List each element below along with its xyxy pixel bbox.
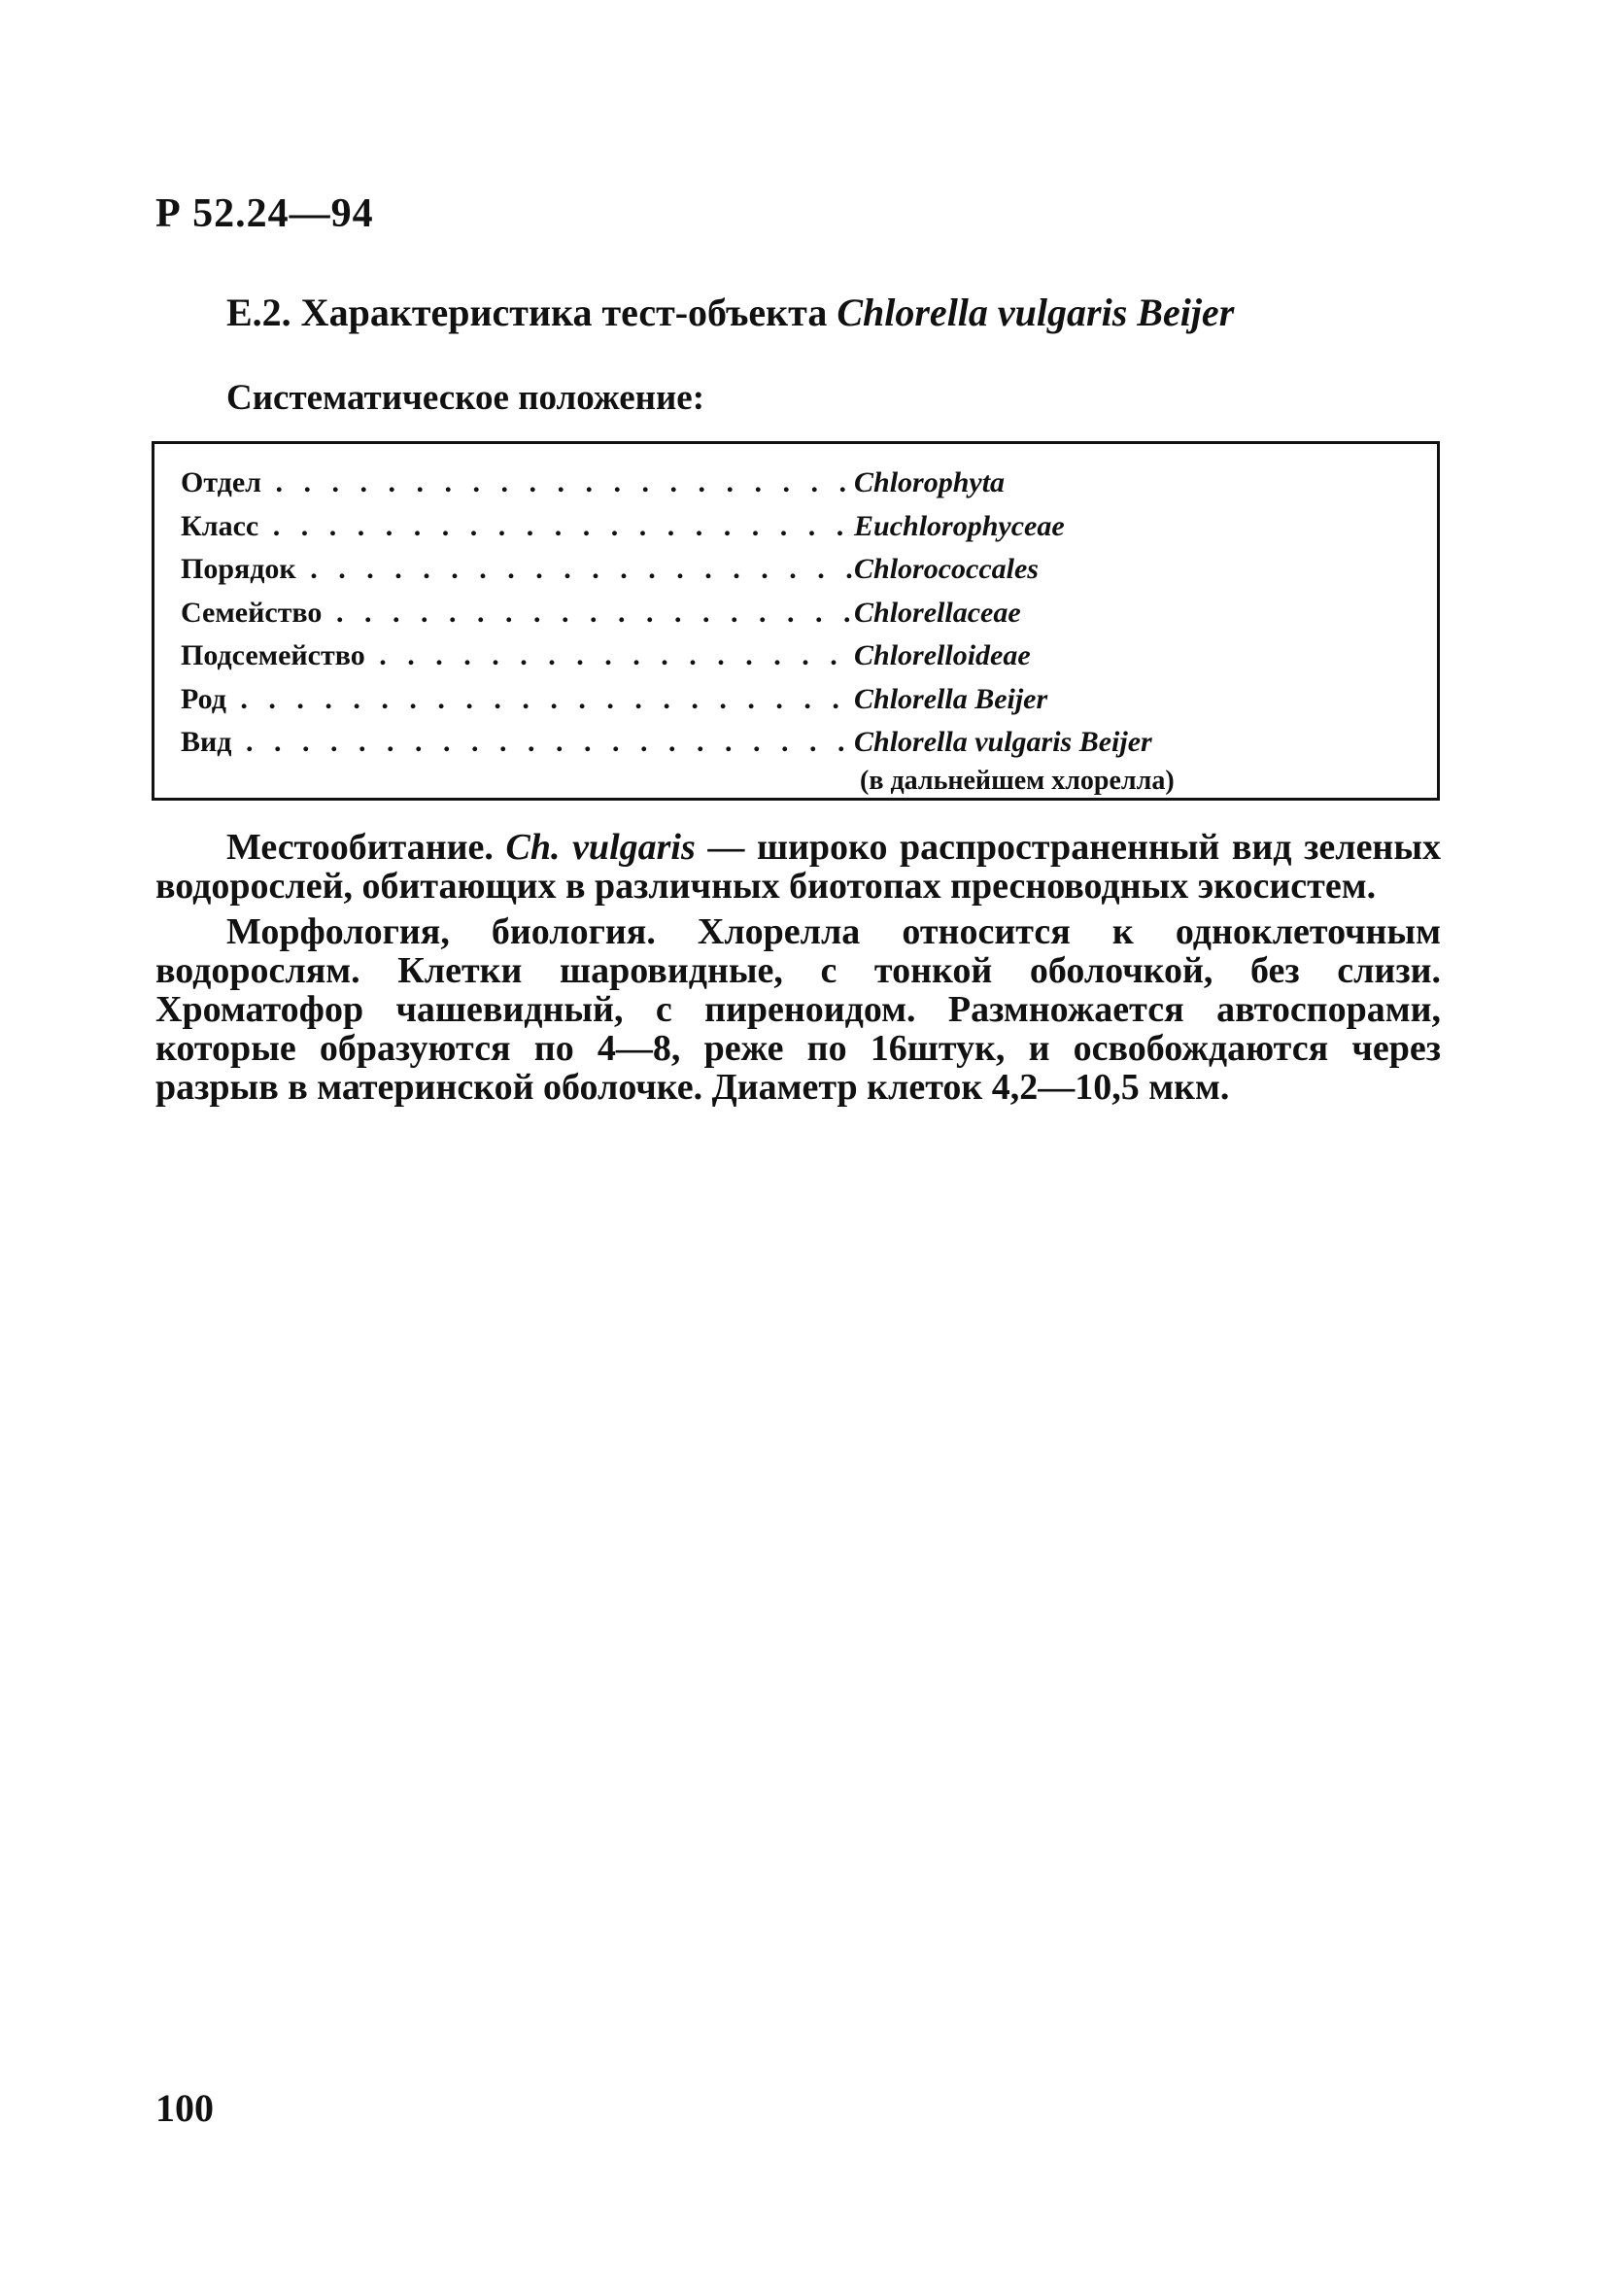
taxonomy-name-cell	[854, 723, 1175, 801]
taxonomy-row	[181, 723, 1437, 796]
taxonomy-name-cell	[854, 680, 1047, 719]
taxonomy-row	[181, 507, 1437, 551]
taxonomy-name: Chlorophyta	[854, 466, 1006, 498]
subsection-title: Систематическое положение:	[226, 378, 705, 418]
taxonomy-name: Chlorella vulgaris Beijer	[854, 726, 1152, 758]
section-title-prefix: Е.2. Характеристика тест-объекта	[226, 291, 828, 334]
taxonomy-name: Chlorelloideae	[854, 639, 1031, 671]
taxonomy-name: Chlorellaceae	[854, 596, 1021, 629]
taxonomy-note: (в дальнейшем хлорелла)	[860, 766, 1175, 796]
taxonomy-rank: Семейство . . .	[181, 594, 854, 633]
taxonomy-rank: Отдел . . .	[181, 463, 854, 502]
morphology-paragraph	[155, 912, 1441, 1107]
taxonomy-rank: Порядок . . .	[181, 550, 854, 589]
taxonomy-table	[152, 441, 1440, 801]
taxonomy-name-cell	[854, 594, 1021, 633]
taxonomy-name: Chlorococcales	[854, 553, 1039, 585]
section-title	[226, 290, 1234, 335]
morphology-heading: Морфология, биология.	[226, 911, 656, 952]
section-title-species: Chlorella vulgaris Beijer	[837, 291, 1235, 334]
habitat-text: — широко распространенный вид зеленых водорослей, обитающих в различных биотопах пресноводных экосистем.	[155, 827, 1441, 907]
taxonomy-row	[181, 463, 1437, 507]
habitat-species: Ch. vulgaris	[505, 827, 696, 868]
taxonomy-rank: Вид . . .	[181, 723, 854, 762]
taxonomy-name-cell	[854, 463, 1005, 502]
taxonomy-name-cell	[854, 550, 1039, 589]
page-number: 100	[155, 2086, 214, 2130]
taxonomy-name-cell	[854, 636, 1031, 675]
taxonomy-name: Chlorella Beijer	[854, 682, 1048, 715]
document-code: Р 52.24—94	[155, 191, 374, 236]
taxonomy-rank: Род . . .	[181, 680, 854, 719]
taxonomy-row	[181, 550, 1437, 594]
taxonomy-row	[181, 594, 1437, 637]
body-text	[155, 828, 1441, 1114]
taxonomy-row	[181, 680, 1437, 724]
taxonomy-name: Euchlorophyceae	[854, 509, 1065, 542]
taxonomy-row	[181, 636, 1437, 680]
taxonomy-name-cell	[854, 507, 1065, 546]
morphology-text: Хлорелла относится к одноклеточным водорослям. Клетки шаровидные, с тонкой оболочкой, без слизи. Хроматофор чашевидный, с пиреноидом. Размножается автоспорами, которые образуются по 4—8, реже по 16штук, и освобождаются через разрыв в материнской оболочке. Диаметр клеток 4,2—10,5 мкм.	[155, 911, 1441, 1108]
habitat-heading: Местообитание.	[226, 827, 494, 868]
taxonomy-rank: Класс . . .	[181, 507, 854, 546]
taxonomy-rank: Подсемейство . . .	[181, 636, 854, 675]
habitat-paragraph	[155, 828, 1441, 906]
